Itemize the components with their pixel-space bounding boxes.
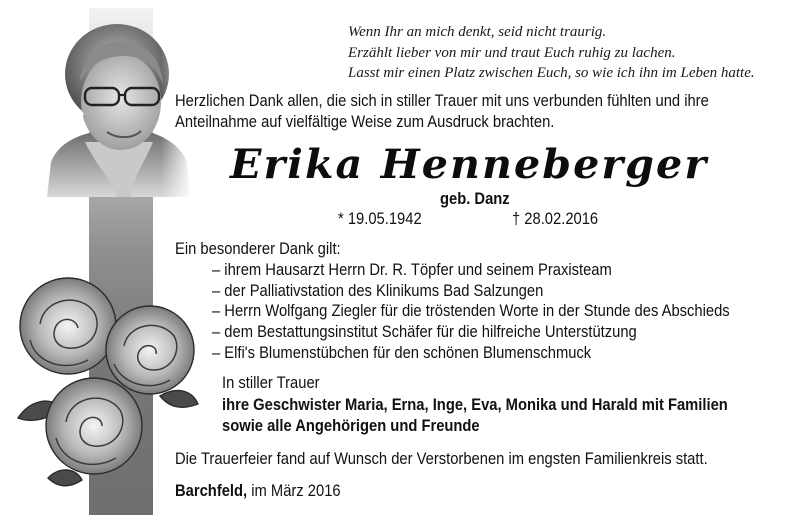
- thanks-line-2: Anteilnahme auf vielfältige Weise zum Ausdruck brachten.: [175, 113, 555, 131]
- poem-line-2: Erzählt lieber von mir und traut Euch ruhig zu lachen.: [348, 44, 676, 61]
- maiden-name: geb. Danz: [440, 190, 510, 208]
- birth-date: * 19.05.1942: [338, 210, 422, 228]
- list-item: – der Palliativstation des Klinikums Bad Salzungen: [212, 281, 544, 300]
- date: im März 2016: [247, 482, 341, 500]
- poem-line-1: Wenn Ihr an mich denkt, seid nicht traurig.: [348, 24, 607, 40]
- mourners-line-1: ihre Geschwister Maria, Erna, Inge, Eva, Monika und Harald mit Familien: [222, 396, 728, 414]
- deceased-name: Erika Henneberger: [230, 141, 709, 188]
- list-item: – ihrem Hausarzt Herrn Dr. R. Töpfer und seinem Praxisteam: [212, 261, 612, 279]
- list-item: – Herrn Wolfgang Ziegler für die tröstenden Worte in der Stunde des Abschieds: [212, 302, 730, 321]
- death-date: † 28.02.2016: [512, 210, 599, 228]
- special-thanks-intro: Ein besonderer Dank gilt:: [175, 240, 341, 258]
- funeral-note: Die Trauerfeier fand auf Wunsch der Verstorbenen im engsten Familienkreis statt.: [175, 450, 708, 468]
- portrait-photo: [45, 12, 190, 197]
- special-thanks-list: [212, 261, 730, 364]
- thanks-line-1: Herzlichen Dank allen, die sich in stiller Trauer mit uns verbunden fühlten und ihre: [175, 92, 709, 110]
- mourners-intro: In stiller Trauer: [222, 374, 320, 392]
- list-item: – dem Bestattungsinstitut Schäfer für die hilfreiche Unterstützung: [212, 323, 637, 342]
- poem-line-3: Lasst mir einen Platz zwischen Euch, so wie ich ihn im Leben hatte.: [348, 65, 755, 81]
- list-item: – Elfi's Blumenstübchen für den schönen Blumenschmuck: [212, 343, 592, 362]
- place-date: [175, 482, 341, 501]
- mourners-line-2: sowie alle Angehörigen und Freunde: [222, 417, 480, 435]
- roses-illustration: [10, 268, 200, 518]
- place: Barchfeld,: [175, 482, 248, 500]
